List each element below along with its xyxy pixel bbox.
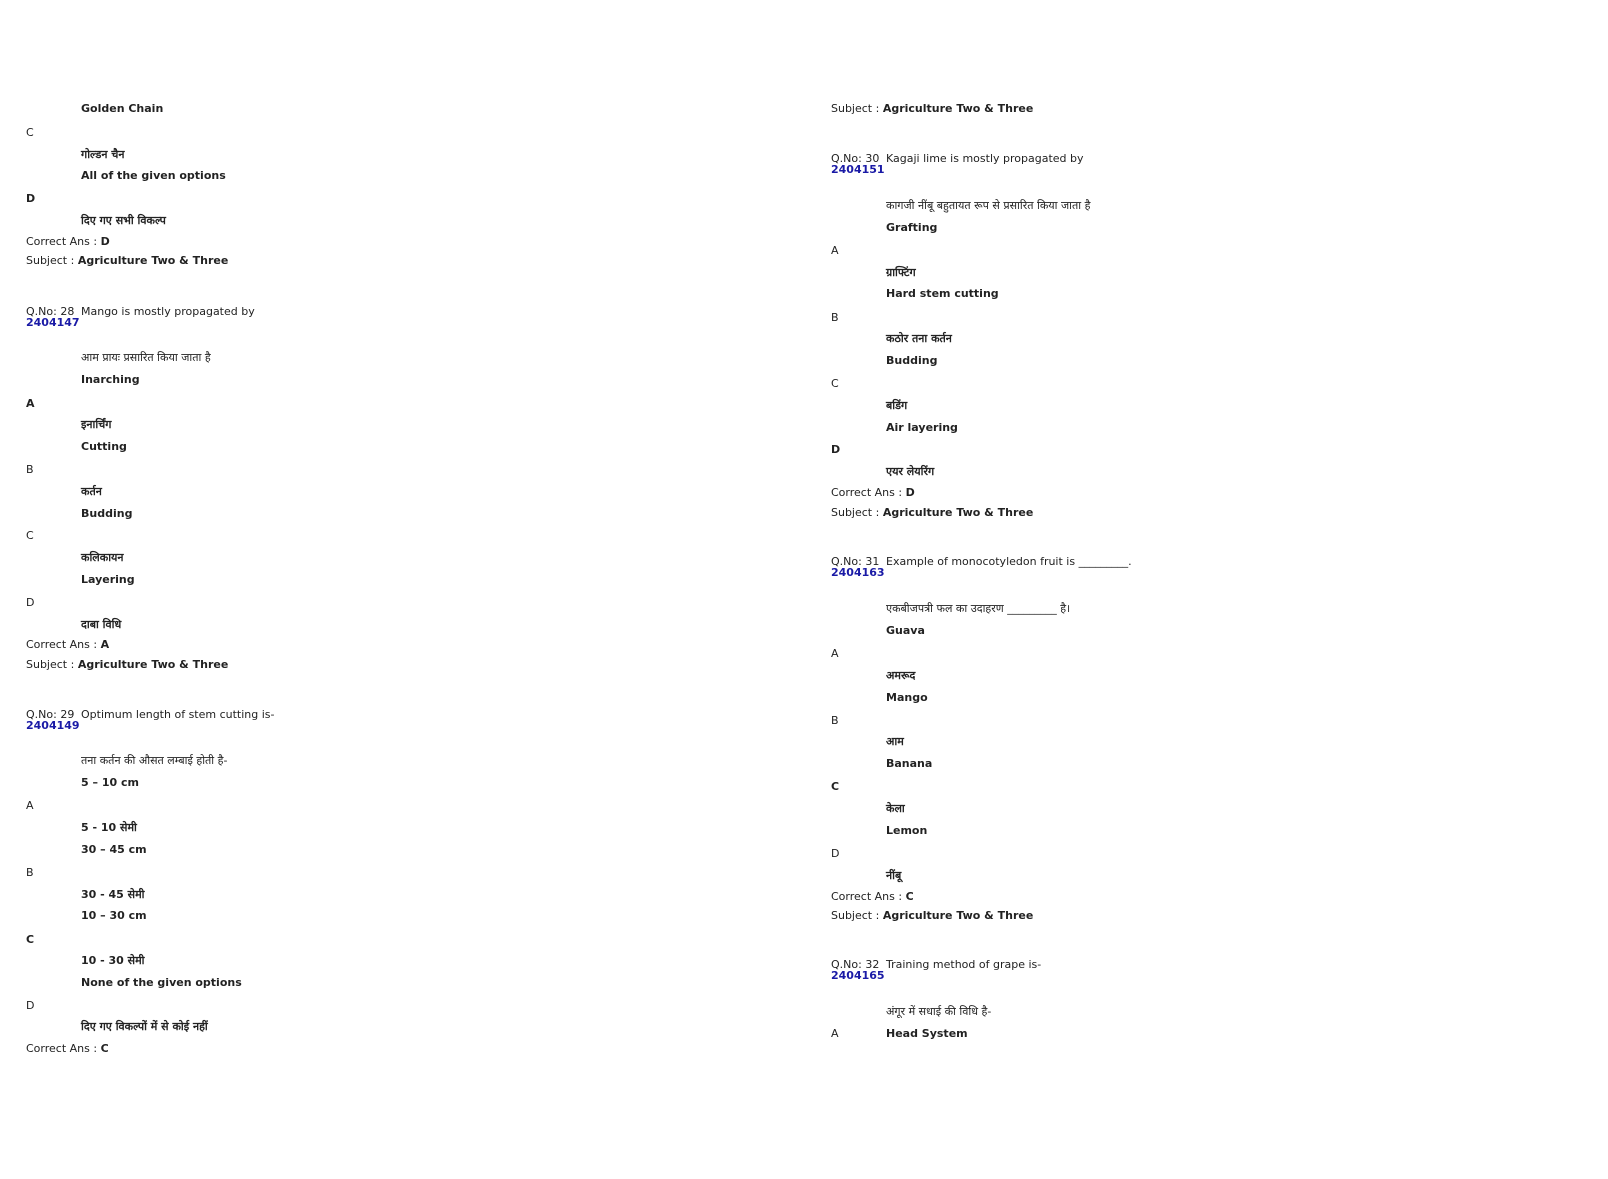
option-letter: A [26,799,34,812]
option-text-hindi: आम [886,735,904,748]
question-number: Q.No: 28 [26,305,75,318]
option-letter: D [831,443,841,456]
option-letter: C [26,126,34,139]
option-letter: A [831,244,839,257]
option-text-hindi: गोल्डन चैन [81,148,125,161]
option-text: Banana [886,757,933,770]
option-text: 30 – 45 cm [81,843,147,856]
subject-label: Subject : [831,102,880,115]
question-id: 2404163 [831,566,885,579]
option-text: Cutting [81,440,127,453]
option-text: Head System [886,1027,968,1040]
question-number: Q.No: 31 [831,555,880,568]
option-letter: C [26,933,35,946]
subject-label: Subject : [831,909,880,922]
option-text-hindi: बडिंग [886,399,908,412]
option-text: Budding [81,507,133,520]
question-text: Optimum length of stem cutting is- [81,708,275,721]
question-id: 2404151 [831,163,885,176]
option-letter: D [26,192,36,205]
subject-label: Subject : [831,506,880,519]
subject-line [26,254,228,268]
option-text: Budding [886,354,938,367]
subject-label: Subject : [26,254,75,267]
correct-answer-label: Correct Ans : [831,486,903,499]
option-text: Layering [81,573,135,586]
correct-answer-label: Correct Ans : [26,638,98,651]
option-text: Inarching [81,373,140,386]
question-number: Q.No: 32 [831,958,880,971]
option-text-hindi: ग्राफ्टिंग [886,266,916,279]
option-letter: B [831,714,839,727]
question-text-hindi: अंगूर में सधाई की विधि है- [886,1005,992,1018]
question-text-hindi: तना कर्तन की औसत लम्बाई होती है- [81,754,228,767]
option-text-hindi: अमरूद [886,669,916,682]
subject-value: Agriculture Two & Three [882,909,1034,922]
option-text: Grafting [886,221,938,234]
correct-answer-label: Correct Ans : [831,890,903,903]
option-text-hindi: इनार्चिंग [81,418,112,431]
correct-answer [26,235,110,249]
option-text-hindi: दिए गए विकल्पों में से कोई नहीं [81,1020,208,1033]
question-text: Mango is mostly propagated by [81,305,255,318]
correct-answer [831,486,915,500]
correct-answer [26,638,109,652]
option-text: Mango [886,691,928,704]
option-text-hindi: कलिकायन [81,551,124,564]
correct-answer-value: C [905,890,914,903]
subject-value: Agriculture Two & Three [882,102,1034,115]
option-text-hindi: 10 - 30 सेमी [81,954,145,967]
option-text-hindi: नींबू [886,869,902,882]
option-text: Hard stem cutting [886,287,999,300]
option-letter: D [831,847,840,860]
subject-line [831,102,1033,116]
subject-label: Subject : [26,658,75,671]
option-text: Air layering [886,421,958,434]
question-text-hindi: कागजी नींबू बहुतायत रूप से प्रसारित किया जाता है [886,199,1091,212]
option-letter: B [26,866,34,879]
subject-line [831,506,1033,520]
option-text-hindi: 5 - 10 सेमी [81,821,137,834]
right-column [831,0,1591,1179]
option-letter: A [831,1027,839,1040]
option-text-hindi: दिए गए सभी विकल्प [81,214,166,227]
option-text: None of the given options [81,976,242,989]
option-letter: A [831,647,839,660]
subject-value: Agriculture Two & Three [77,254,229,267]
option-letter: D [26,999,35,1012]
option-text-hindi: केला [886,802,905,815]
correct-answer-label: Correct Ans : [26,1042,98,1055]
correct-answer [26,1042,109,1056]
option-text: 5 – 10 cm [81,776,139,789]
question-id: 2404147 [26,316,80,329]
correct-answer-label: Correct Ans : [26,235,98,248]
correct-answer-value: C [100,1042,109,1055]
subject-line [26,658,228,672]
question-text-hindi: आम प्रायः प्रसारित किया जाता है [81,351,211,364]
option-text-hindi: 30 - 45 सेमी [81,888,145,901]
question-text-hindi: एकबीजपत्री फल का उदाहरण _________ है। [886,602,1071,615]
left-column [26,0,786,1179]
option-text-hindi: एयर लेयरिंग [886,465,935,478]
option-text: Golden Chain [81,102,164,115]
option-letter: D [26,596,35,609]
option-text-hindi: कठोर तना कर्तन [886,332,952,345]
option-letter: A [26,397,35,410]
option-text: 10 – 30 cm [81,909,147,922]
question-text: Kagaji lime is mostly propagated by [886,152,1084,165]
option-text: Lemon [886,824,928,837]
correct-answer-value: D [100,235,110,248]
option-text: All of the given options [81,169,226,182]
question-number: Q.No: 29 [26,708,75,721]
correct-answer [831,890,914,904]
option-letter: C [26,529,34,542]
option-letter: C [831,377,839,390]
question-id: 2404165 [831,969,885,982]
correct-answer-value: D [905,486,915,499]
option-letter: C [831,780,840,793]
question-number: Q.No: 30 [831,152,880,165]
question-text: Example of monocotyledon fruit is _________. [886,555,1132,568]
correct-answer-value: A [100,638,110,651]
option-text: Guava [886,624,925,637]
option-letter: B [26,463,34,476]
option-text-hindi: कर्तन [81,485,102,498]
subject-value: Agriculture Two & Three [77,658,229,671]
option-letter: B [831,311,839,324]
subject-line [831,909,1033,923]
question-id: 2404149 [26,719,80,732]
option-text-hindi: दाबा विधि [81,618,122,631]
subject-value: Agriculture Two & Three [882,506,1034,519]
question-text: Training method of grape is- [886,958,1042,971]
